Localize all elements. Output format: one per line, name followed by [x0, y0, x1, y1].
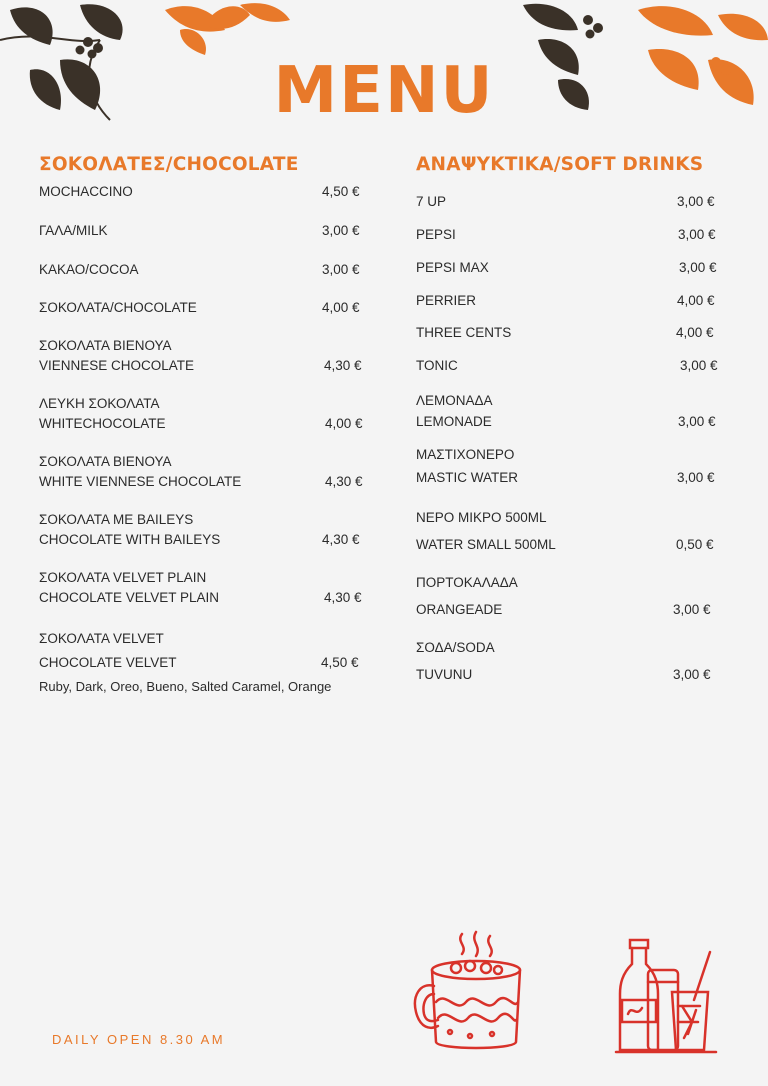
item-name: PERRIER	[416, 293, 477, 308]
chocolate-section-title: ΣΟΚΟΛΑΤΕΣ/CHOCOLATE	[39, 154, 299, 175]
item-price: 4,50 €	[321, 655, 359, 670]
item-name: ΣΟΚΟΛΑΤΑ VELVET	[39, 631, 164, 646]
item-name: ΠΟΡΤΟΚΑΛΑΔΑ	[416, 575, 518, 590]
item-price: 3,00 €	[677, 194, 715, 209]
item-price: 3,00 €	[679, 260, 717, 275]
item-name: ΝΕΡΟ ΜΙΚΡΟ 500ML	[416, 510, 547, 525]
soft-drinks-section-title: ΑΝΑΨΥΚΤΙΚΑ/SOFT DRINKS	[416, 154, 704, 175]
item-price: 4,30 €	[325, 474, 363, 489]
item-price: 4,30 €	[322, 532, 360, 547]
item-price: 4,00 €	[325, 416, 363, 431]
item-price: 4,50 €	[322, 184, 360, 199]
item-name-english: VIENNESE CHOCOLATE	[39, 358, 195, 373]
item-name: ΣΟΚΟΛΑΤΑ ΒΙΕΝΟΥΑ	[39, 454, 172, 469]
item-name-english: WHITE VIENNESE CHOCOLATE	[39, 474, 242, 489]
item-price: 3,00 €	[678, 414, 716, 429]
item-price: 3,00 €	[677, 470, 715, 485]
item-name-english: CHOCOLATE VELVET	[39, 655, 177, 670]
item-price: 4,30 €	[324, 590, 362, 605]
item-price: 3,00 €	[673, 602, 711, 617]
item-price: 3,00 €	[322, 223, 360, 238]
menu-title: MENU	[273, 54, 495, 128]
item-price: 0,50 €	[676, 537, 714, 552]
item-name-english: TUVUNU	[416, 667, 473, 682]
soda-bottles-illustration	[612, 934, 722, 1058]
item-name-english: CHOCOLATE WITH BAILEYS	[39, 532, 221, 547]
item-name-english: LEMONADE	[416, 414, 492, 429]
item-price: 3,00 €	[680, 358, 718, 373]
velvet-flavors-note: Ruby, Dark, Oreo, Bueno, Salted Caramel, Orange	[39, 679, 332, 694]
item-name: 7 UP	[416, 194, 447, 209]
item-name: ΣΟΔΑ/SODA	[416, 640, 495, 655]
item-price: 4,00 €	[677, 293, 715, 308]
item-name: MOCHACCINO	[39, 184, 133, 199]
item-name: ΚΑΚΑΟ/COCOA	[39, 262, 139, 277]
hot-chocolate-mug-illustration	[410, 930, 530, 1058]
item-name: ΓΑΛΑ/MILK	[39, 223, 108, 238]
item-name: PEPSI MAX	[416, 260, 489, 275]
item-name: PEPSI	[416, 227, 456, 242]
item-price: 4,00 €	[322, 300, 360, 315]
opening-hours: DAILY OPEN 8.30 AM	[52, 1032, 226, 1047]
item-name-english: WHITECHOCOLATE	[39, 416, 166, 431]
item-name: TONIC	[416, 358, 458, 373]
item-price: 4,00 €	[676, 325, 714, 340]
item-name-english: MASTIC WATER	[416, 470, 518, 485]
item-name: ΣΟΚΟΛΑΤΑ ΒΙΕΝΟΥΑ	[39, 338, 172, 353]
item-name-english: CHOCOLATE VELVET PLAIN	[39, 590, 220, 605]
item-name-english: WATER SMALL 500ML	[416, 537, 556, 552]
item-price: 3,00 €	[322, 262, 360, 277]
item-name: ΜΑΣΤΙΧΟΝΕΡΟ	[416, 447, 515, 462]
item-price: 4,30 €	[324, 358, 362, 373]
item-name: ΛΕΜΟΝΑΔΑ	[416, 393, 493, 408]
item-name: ΣΟΚΟΛΑΤΑ ΜΕ BAILEYS	[39, 512, 194, 527]
item-price: 3,00 €	[678, 227, 716, 242]
item-name-english: ORANGEADE	[416, 602, 503, 617]
item-name: ΣΟΚΟΛΑΤΑ/CHOCOLATE	[39, 300, 197, 315]
item-price: 3,00 €	[673, 667, 711, 682]
item-name: ΛΕΥΚΗ ΣΟΚΟΛΑΤΑ	[39, 396, 160, 411]
item-name: ΣΟΚΟΛΑΤΑ VELVET PLAIN	[39, 570, 207, 585]
item-name: THREE CENTS	[416, 325, 512, 340]
